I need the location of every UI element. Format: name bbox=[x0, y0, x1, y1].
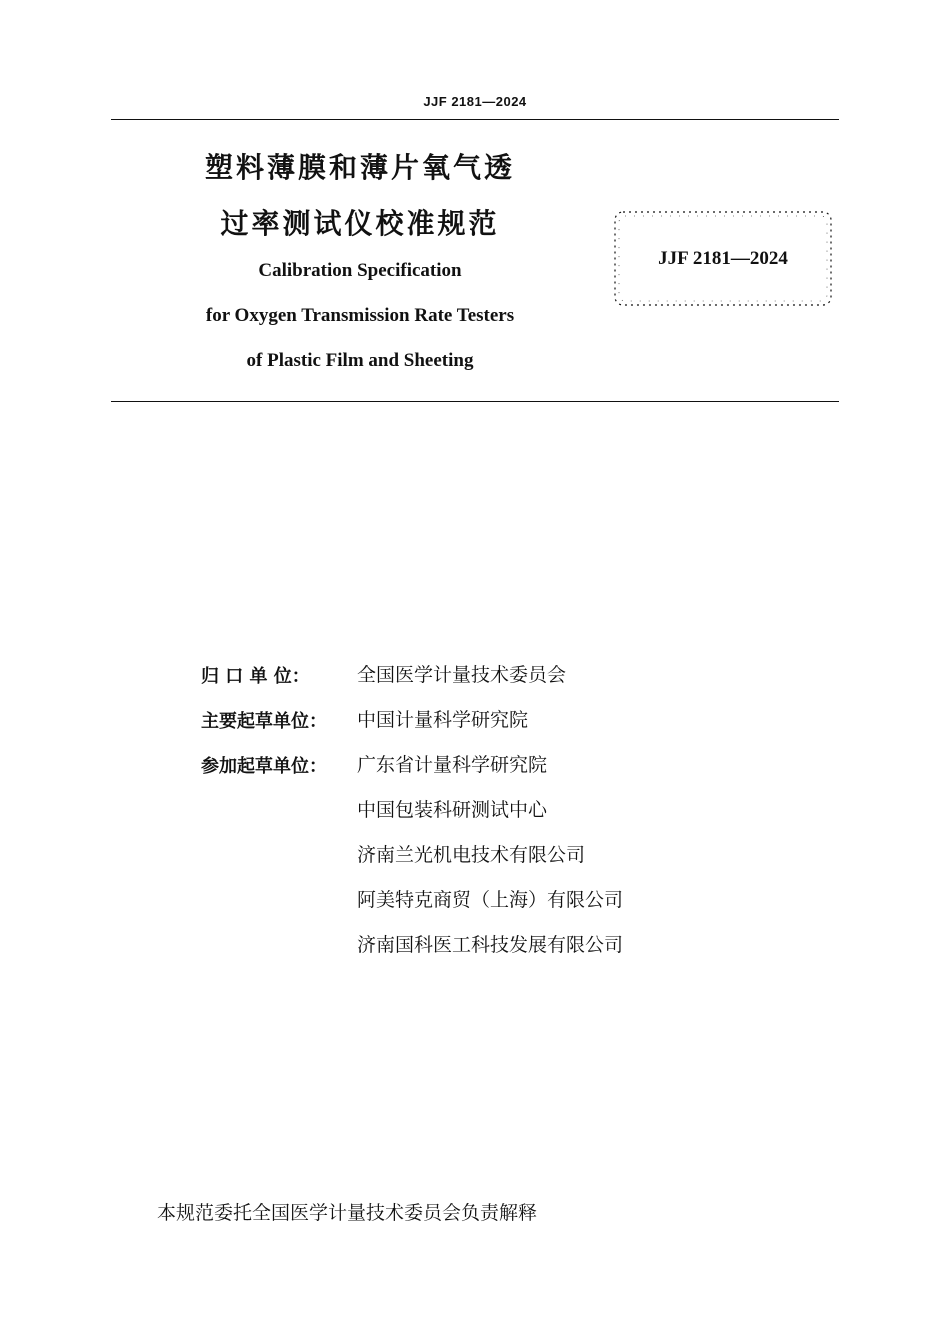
responsible-unit: 全国医学计量技术委员会 bbox=[357, 664, 567, 686]
header-rule bbox=[111, 119, 839, 120]
title-en-line-2: for Oxygen Transmission Rate Testers bbox=[205, 305, 515, 326]
main-drafter-label: 主要起草单位： bbox=[201, 711, 327, 732]
standard-code: JJF 2181—2024 bbox=[658, 248, 788, 269]
title-cn-line-2: 过率测试仪校准规范 bbox=[220, 207, 500, 240]
title-en-line-1: Calibration Specification bbox=[258, 260, 462, 281]
participant-item: 济南国科医工科技发展有限公司 bbox=[357, 934, 624, 956]
participant-item: 阿美特克商贸（上海）有限公司 bbox=[357, 889, 624, 911]
participants-label: 参加起草单位： bbox=[201, 756, 327, 777]
title-bottom-rule bbox=[111, 401, 839, 402]
participant-item: 中国包装科研测试中心 bbox=[357, 799, 548, 821]
standard-code-box bbox=[613, 210, 833, 307]
participant-item: 济南兰光机电技术有限公司 bbox=[357, 844, 586, 866]
interpretation-note: 本规范委托全国医学计量技术委员会负责解释 bbox=[157, 1202, 538, 1224]
title-cn-line-1: 塑料薄膜和薄片氧气透 bbox=[204, 151, 515, 184]
title-en-line-3: of Plastic Film and Sheeting bbox=[246, 350, 474, 371]
participant-item: 广东省计量科学研究院 bbox=[357, 754, 548, 776]
running-header-code: JJF 2181—2024 bbox=[423, 94, 527, 109]
main-drafter: 中国计量科学研究院 bbox=[357, 709, 529, 731]
responsible-unit-label: 归 口 单 位： bbox=[201, 666, 310, 687]
